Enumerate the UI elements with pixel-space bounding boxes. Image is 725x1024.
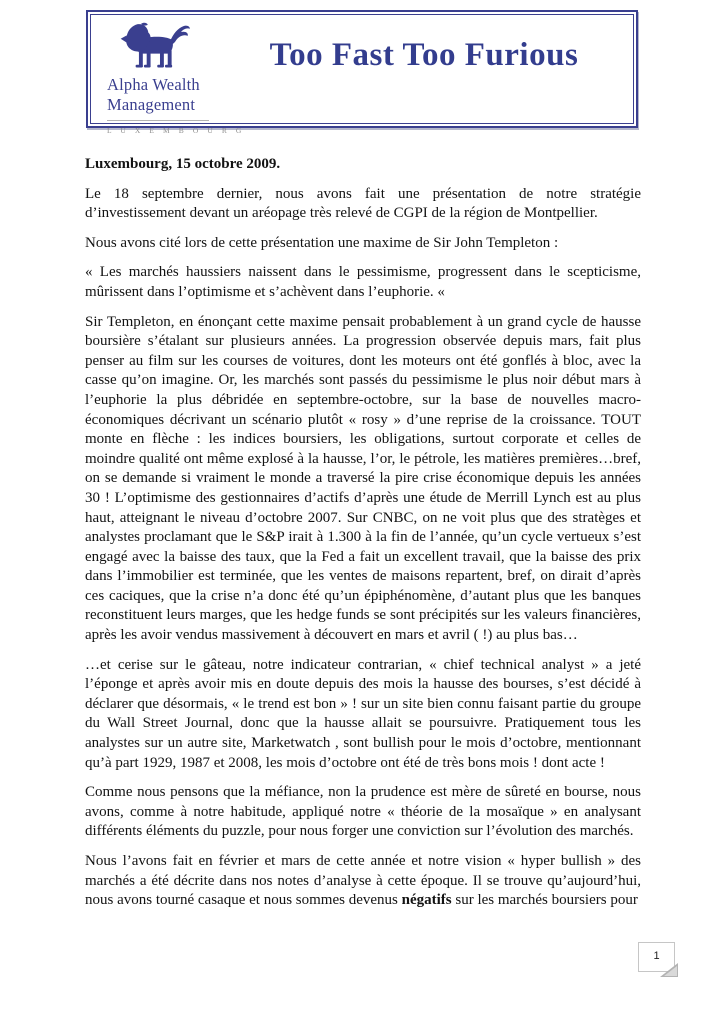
final-paragraph-bold-word: négatifs [401,892,452,909]
page-number-badge [638,942,675,972]
header-banner [86,10,638,135]
body-paragraph: …et cerise sur le gâteau, notre indicateur contrarian, « chief technical analyst » a jeté l’éponge et après avoir mis en doute depuis des mois la hausse des bourses, s’est décidé à déclarer que désormais, « le trend est bon » ! sur un site bien connu faisant partie du groupe du Wall Street Journal, donc que la hausse allait se poursuivre. Pratiquement tous les analystes sur un autre site, Marketwatch , sont bullish pour le mois d’octobre, mentionnant qu’à part 1929, 1987 et 2008, les mois d’octobre ont été de très bons mois ! dont acte ! [85,656,641,771]
quote-paragraph: « Les marchés haussiers naissent dans le pessimisme, progressent dans le scepticisme, mûrissent dans l’optimisme et s’achèvent dans l’euphorie. « [85,264,641,300]
lion-icon [119,21,191,73]
brand-name-line1: Alpha Wealth [107,75,200,94]
brand-name-line2: Management [107,95,196,115]
body-paragraph: Le 18 septembre dernier, nous avons fait une présentation de notre stratégie d’investissement devant un aréopage très relevé de CGPI de la région de Montpellier. [85,185,641,222]
page-title: Too Fast Too Furious [269,37,579,73]
document-body [85,155,641,921]
page-fold-icon [660,962,679,978]
body-paragraph-final [85,852,641,911]
page-number: 1 [653,949,660,962]
title-area [239,15,633,74]
final-paragraph-after: sur les marchés boursiers pour [451,892,638,909]
logo-divider [107,120,209,121]
logo-location: L U X E M B O U R G [107,125,245,135]
body-paragraph: Sir Templeton, en énonçant cette maxime pensait probablement à un grand cycle de hausse boursière s’étalant sur plusieurs années. La progression observée depuis mars, fait plus penser au film sur les courses de voitures, dont les moteurs ont été gonflés à bloc, avec la casse qu’on imagine. Or, les marchés sont passés du pessimisme le plus noir début mars à l’euphorie la plus débridée en septembre-octobre, sur la base de nouvelles macro-économiques décrivant un scénario plutôt « rosy » d’une reprise de la croissance. TOUT monte en flèche : les indices boursiers, les obligations, surtout corporate et celles de moindre qualité ont même explosé à la hausse, l’or, le pétrole, les matières premières…bref, on se demande si vraiment le monde a traversé la pire crise économique depuis les années 30 ! L’optimisme des gestionnaires d’actifs d’après une étude de Merrill Lynch est au plus haut, atteignant le niveau d’octobre 2007. Sur CNBC, on ne voit plus que des stratèges et analystes proclamant que le S&P irait à 1.300 à la fin de l’année, qu’un cycle vertueux s’est engagé avec la baisse des taux, que la Fed a fait un excellent travail, que la baisse des prix dans l’immobilier est terminée, que les ventes de maisons repartent, bref, on dirait d’après ces caciques, que la crise n’a donc été qu’un épiphénomène, d’autant plus que les banques reconstituent leurs marges, que les hedge funds se sont précipités sur les valeurs financières, après les avoir vendus massivement à découvert en mars et avril ( !) au plus bas… [85,313,641,644]
body-paragraph: Comme nous pensons que la méfiance, non la prudence est mère de sûreté en bourse, nous avons, comme à notre habitude, appliqué notre « théorie de la mosaïque » en analysant différents éléments du puzzle, pour nous forger une conviction sur l’évolution des marchés. [85,784,641,840]
body-paragraph: Nous avons cité lors de cette présentation une maxime de Sir John Templeton : [85,234,559,251]
final-paragraph-before: Nous l’avons fait en février et mars de cette année et notre vision « hyper bullish » des marchés a été décrite dans nos notes d’analyse à cette époque. Il se trouve qu’aujourd’hui, nous avons tourné casaque et nous sommes devenus [85,853,641,909]
dateline: Luxembourg, 15 octobre 2009. [85,156,281,172]
header-banner-inner [90,14,634,135]
company-logo [91,15,245,135]
